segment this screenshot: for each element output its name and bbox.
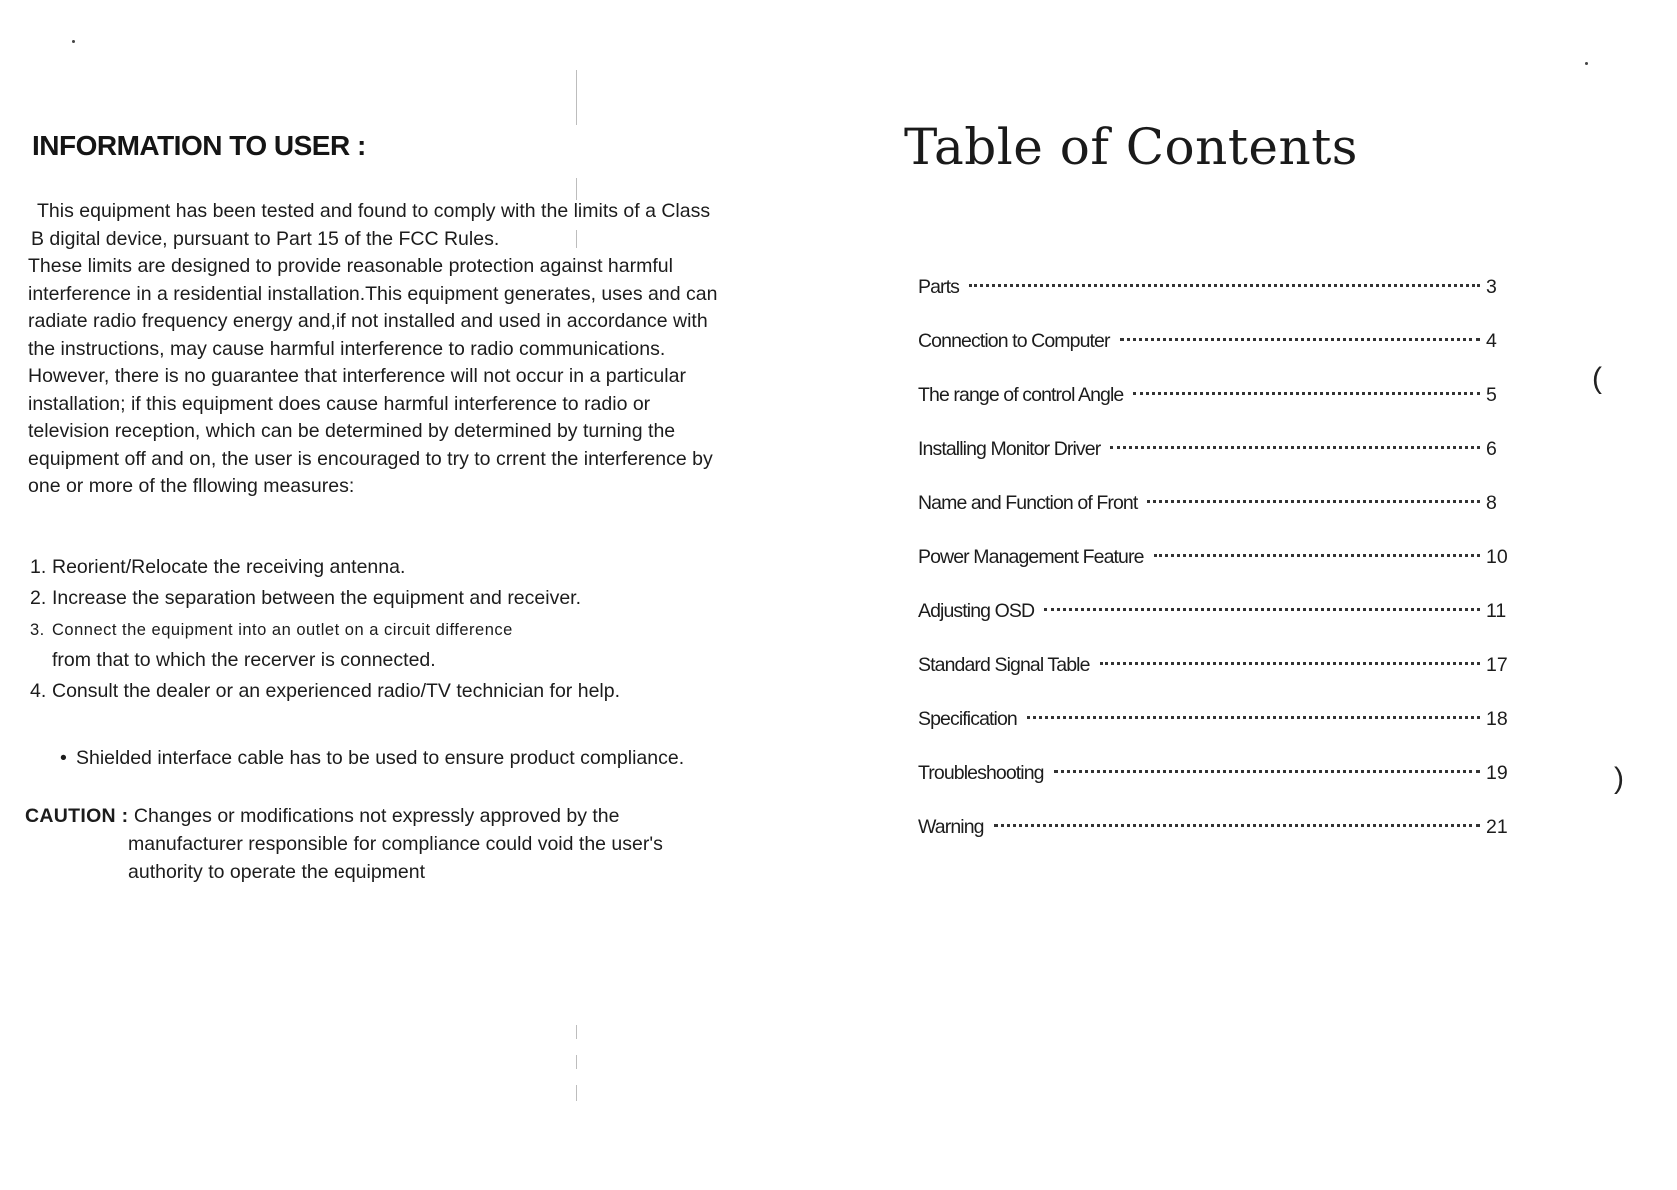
- information-body: [28, 198, 748, 501]
- toc-entry-label: Troubleshooting: [918, 762, 1044, 784]
- toc-page-number: 18: [1486, 708, 1508, 730]
- body-line: radiate radio frequency energy and,if not installed and used in accordance with: [28, 310, 708, 332]
- bullet-marker: •: [60, 747, 67, 769]
- toc-entry-label: Name and Function of Front: [918, 492, 1138, 514]
- caution-text: Changes or modifications not expressly approved by the: [133, 805, 620, 827]
- dot-leader: [1154, 554, 1480, 557]
- caution-notice: [25, 802, 745, 886]
- caution-label: CAUTION :: [25, 805, 129, 827]
- toc-entry-label: Standard Signal Table: [918, 654, 1090, 676]
- list-item: [30, 587, 770, 610]
- toc-page-number: 8: [1486, 492, 1497, 514]
- compliance-note-text: Shielded interface cable has to be used to ensure product compliance.: [76, 747, 685, 769]
- dot-leader: [1027, 716, 1480, 719]
- list-item: [30, 618, 770, 672]
- body-line: television reception, which can be determined by determined by turning the: [28, 420, 676, 442]
- toc-page-number: 19: [1486, 762, 1508, 784]
- body-line: the instructions, may cause harmful interference to radio communications.: [28, 337, 666, 360]
- dot-leader: [1120, 338, 1480, 341]
- toc-entry-control-angle[interactable]: [918, 384, 1508, 438]
- toc-page-number: 17: [1486, 654, 1508, 676]
- toc-entry-front-functions[interactable]: [918, 492, 1508, 546]
- toc-entry-warning[interactable]: [918, 816, 1508, 870]
- dot-leader: [1054, 770, 1480, 773]
- body-line: one or more of the fllowing measures:: [28, 475, 355, 497]
- dot-leader: [994, 824, 1480, 827]
- dot-leader: [1133, 392, 1480, 395]
- toc-page-number: 5: [1486, 384, 1497, 406]
- toc-entry-label: Parts: [918, 276, 960, 298]
- list-text: Connect the equipment into an outlet on a circuit difference: [52, 621, 513, 639]
- body-line: This equipment has been tested and found to comply with the limits of a Class: [37, 200, 711, 222]
- toc-entry-label: Power Management Feature: [918, 546, 1144, 568]
- toc-title: Table of Contents: [904, 118, 1358, 176]
- toc-page-number: 10: [1486, 546, 1508, 568]
- toc-page-number: 4: [1486, 330, 1497, 352]
- toc-entry-connection[interactable]: [918, 330, 1508, 384]
- list-item: [30, 556, 770, 579]
- body-line: These limits are designed to provide reasonable protection against harmful: [28, 255, 673, 277]
- margin-mark-open: (: [1592, 362, 1602, 395]
- toc-page-number: 3: [1486, 276, 1497, 298]
- toc-entry-label: Adjusting OSD: [918, 600, 1035, 622]
- information-heading: INFORMATION TO USER :: [32, 130, 366, 161]
- toc-entry-troubleshooting[interactable]: [918, 762, 1508, 816]
- toc-entry-label: Connection to Computer: [918, 330, 1110, 352]
- list-number: 3.: [30, 621, 45, 639]
- toc-page-number: 6: [1486, 438, 1497, 460]
- list-text: Consult the dealer or an experienced radio/TV technician for help.: [52, 680, 621, 702]
- list-number: 2.: [30, 587, 47, 609]
- list-number: 4.: [30, 680, 47, 702]
- body-line: interference in a residential installation.This equipment generates, uses and can: [28, 282, 718, 305]
- dot-leader: [969, 284, 1480, 287]
- list-item: [30, 680, 770, 703]
- dot-leader: [1147, 500, 1480, 503]
- toc-entry-label: Warning: [918, 816, 984, 838]
- dot-leader: [1100, 662, 1480, 665]
- list-text: Increase the separation between the equipment and receiver.: [52, 587, 582, 609]
- toc-entry-label: Specification: [918, 708, 1017, 730]
- contents-page: [840, 0, 1677, 1190]
- toc-list: [918, 276, 1508, 870]
- list-number: 1.: [30, 556, 47, 578]
- caution-text: manufacturer responsible for compliance could void the user's: [128, 833, 663, 855]
- toc-entry-monitor-driver[interactable]: [918, 438, 1508, 492]
- compliance-note: [60, 747, 684, 770]
- margin-mark-close: ): [1614, 762, 1624, 795]
- caution-text: authority to operate the equipment: [128, 861, 426, 883]
- list-text: Reorient/Relocate the receiving antenna.: [52, 556, 406, 578]
- toc-entry-specification[interactable]: [918, 708, 1508, 762]
- toc-page-number: 21: [1486, 816, 1508, 838]
- measures-list: [30, 556, 770, 711]
- toc-page-number: 11: [1486, 600, 1507, 622]
- toc-entry-label: The range of control Angle: [918, 384, 1124, 406]
- body-line: However, there is no guarantee that interference will not occur in a particular: [28, 365, 686, 387]
- body-line: equipment off and on, the user is encouraged to try to crrent the interference by: [28, 447, 713, 470]
- toc-entry-parts[interactable]: [918, 276, 1508, 330]
- dot-leader: [1110, 446, 1480, 449]
- toc-entry-power-management[interactable]: [918, 546, 1508, 600]
- list-text-continuation: from that to which the recerver is connected.: [52, 649, 436, 671]
- toc-entry-adjusting-osd[interactable]: [918, 600, 1508, 654]
- toc-entry-signal-table[interactable]: [918, 654, 1508, 708]
- dot-leader: [1044, 608, 1480, 611]
- information-page: [0, 0, 780, 1190]
- toc-entry-label: Installing Monitor Driver: [918, 438, 1101, 460]
- body-line: installation; if this equipment does cause harmful interference to radio or: [28, 392, 651, 415]
- body-line: B digital device, pursuant to Part 15 of the FCC Rules.: [31, 227, 500, 250]
